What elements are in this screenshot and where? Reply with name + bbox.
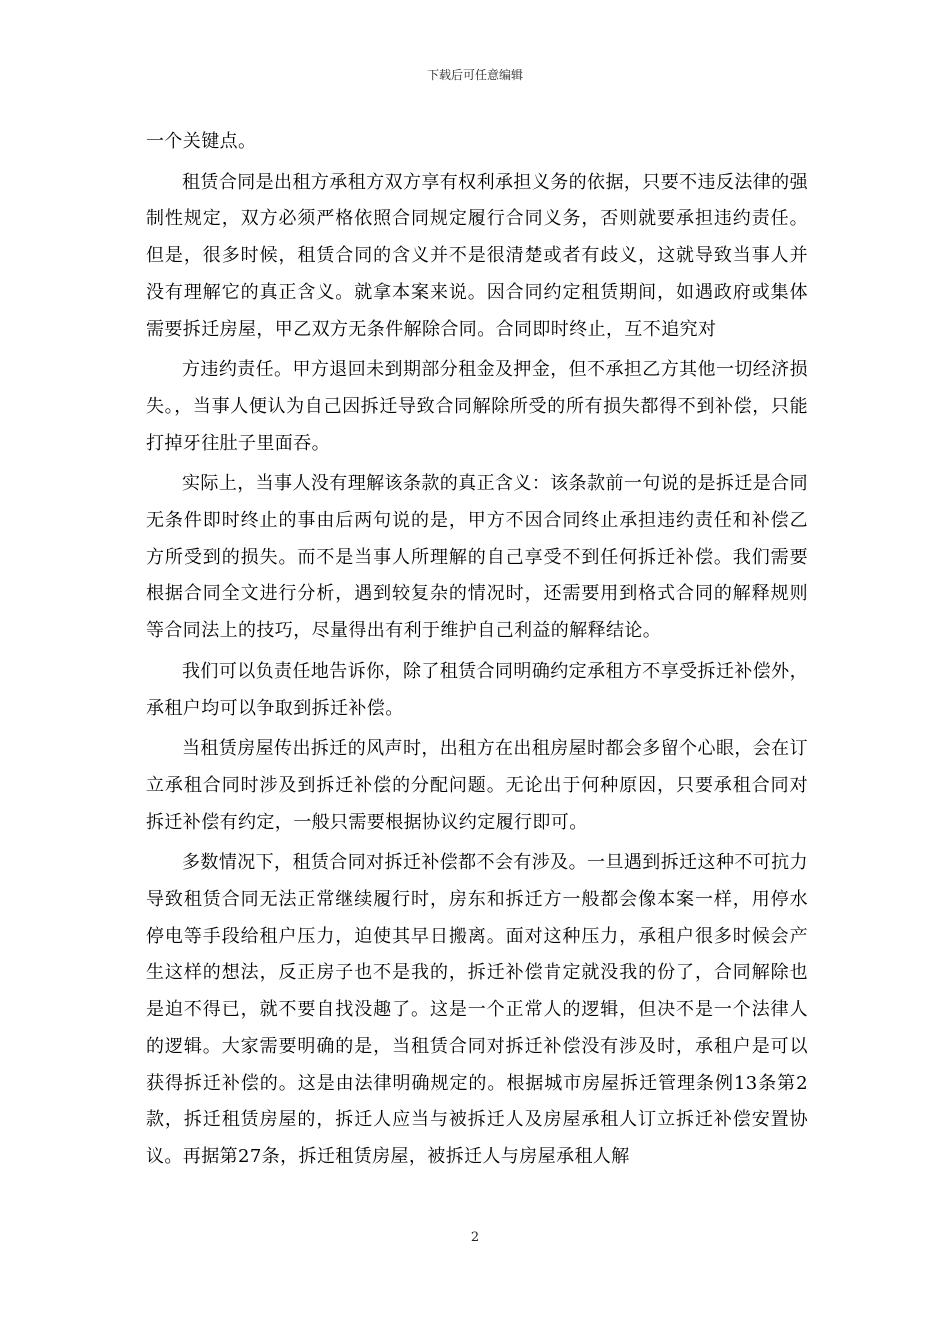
paragraph-2: 租赁合同是出租方承租方双方享有权利承担义务的依据，只要不违反法律的强制性规定，双方必须严格依照合同规定履行合同义务，否则就要承担违约责任。但是，很多时候，租赁合同的含义并不是很清楚或者有歧义，这就导致当事人并没有理解它的真正含义。就拿本案来说。因合同约定租赁期间，如遇政府或集体需要拆迁房屋，甲乙双方无条件解除合同。合同即时终止，互不追究对 bbox=[146, 171, 808, 340]
document-body bbox=[146, 124, 808, 1180]
paragraph-5: 我们可以负责任地告诉你，除了租赁合同明确约定承租方不享受拆迁补偿外，承租户均可以争取到拆迁补偿。 bbox=[146, 660, 808, 719]
paragraph-3: 方违约责任。甲方退回未到期部分租金及押金，但不承担乙方其他一切经济损失。，当事人便认为自己因拆迁导致合同解除所受的所有损失都得不到补偿，只能打掉牙往肚子里面吞。 bbox=[146, 359, 808, 454]
paragraph-7: 多数情况下，租赁合同对拆迁补偿都不会有涉及。一旦遇到拆迁这种不可抗力导致租赁合同无法正常继续履行时，房东和拆迁方一般都会像本案一样，用停水停电等手段给租户压力，迫使其早日搬离。面对这种压力，承租户很多时候会产生这样的想法，反正房子也不是我的，拆迁补偿肯定就没我的份了，合同解除也是迫不得已，就不要自找没趣了。这是一个正常人的逻辑，但决不是一个法律人的逻辑。大家需要明确的是，当租赁合同对拆迁补偿没有涉及时，承租户是可以获得拆迁补偿的。这是由法律明确规定的。根据城市房屋拆迁管理条例13条第2款，拆迁租赁房屋的，拆迁人应当与被拆迁人及房屋承租人订立拆迁补偿安置协议。再据第27条，拆迁租赁房屋，被拆迁人与房屋承租人解 bbox=[146, 852, 808, 1167]
paragraph-6: 当租赁房屋传出拆迁的风声时，出租方在出租房屋时都会多留个心眼，会在订立承租合同时涉及到拆迁补偿的分配问题。无论出于何种原因，只要承租合同对拆迁补偿有约定，一般只需要根据协议约定履行即可。 bbox=[146, 738, 808, 833]
page-header: 下载后可任意编辑 bbox=[426, 68, 523, 82]
paragraph-1: 一个关键点。 bbox=[146, 131, 257, 152]
page-number: 2 bbox=[470, 1230, 480, 1245]
paragraph-4: 实际上，当事人没有理解该条款的真正含义：该条款前一句说的是拆迁是合同无条件即时终止的事由后两句说的是，甲方不因合同终止承担违约责任和补偿乙方所受到的损失。而不是当事人所理解的自己享受不到任何拆迁补偿。我们需要根据合同全文进行分析，遇到较复杂的情况时，还需要用到格式合同的解释规则等合同法上的技巧，尽量得出有利于维护自己利益的解释结论。 bbox=[146, 473, 808, 642]
